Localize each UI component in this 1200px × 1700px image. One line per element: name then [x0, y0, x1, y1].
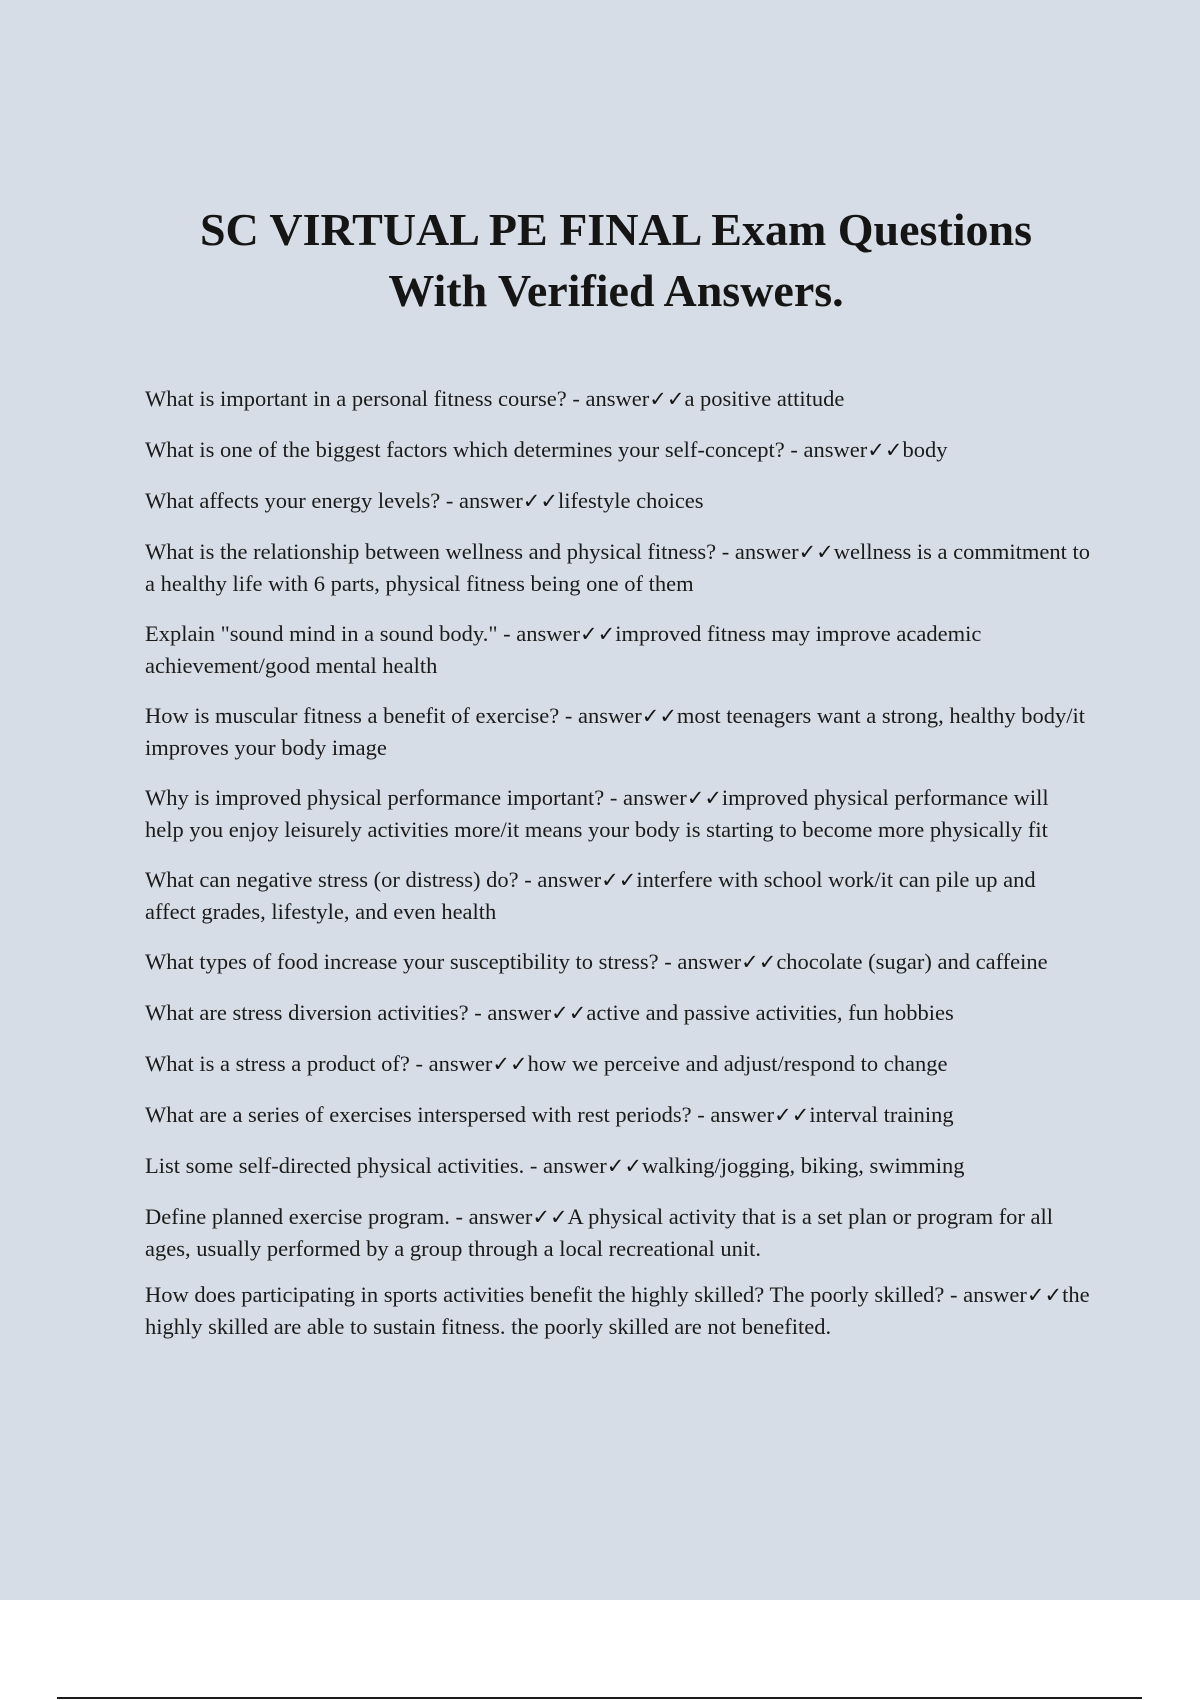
answer-marker: answer: [468, 1204, 533, 1229]
question-text: What is a stress a product of? -: [145, 1051, 429, 1076]
check-marks-icon: ✓✓: [686, 786, 722, 810]
answer-marker: answer: [622, 785, 687, 810]
question-text: What is one of the biggest factors which determines your self-concept? -: [145, 437, 804, 462]
answer-text: walking/jogging, biking, swimming: [641, 1153, 965, 1178]
title-line-2: With Verified Answers.: [388, 264, 844, 316]
question-text: Explain "sound mind in a sound body." -: [145, 621, 517, 646]
qa-item-10: [145, 997, 1090, 1029]
answer-marker: answer: [577, 703, 642, 728]
check-marks-icon: ✓✓: [1026, 1283, 1063, 1307]
check-marks-icon: ✓✓: [601, 868, 637, 892]
qa-list: [145, 383, 1090, 1361]
qa-item-4: [145, 536, 1090, 599]
question-text: How does participating in sports activities benefit the highly skilled? The poorly skilled? -: [145, 1282, 964, 1307]
question-text: What are a series of exercises interspersed with rest periods? -: [145, 1102, 711, 1127]
answer-marker: answer: [459, 488, 523, 513]
answer-marker: answer: [487, 1000, 552, 1025]
check-marks-icon: ✓✓: [551, 1001, 587, 1025]
answer-marker: answer: [585, 386, 650, 411]
answer-text: most teenagers want a strong, healthy body/it improves your body image: [145, 703, 1085, 760]
question-text: Define planned exercise program. -: [145, 1204, 469, 1229]
title-line-1: SC VIRTUAL PE FINAL Exam Questions: [199, 203, 1033, 255]
question-text: What affects your energy levels? -: [145, 488, 460, 513]
question-text: What is important in a personal fitness course? -: [145, 386, 586, 411]
qa-item-15: [145, 1279, 1090, 1342]
check-marks-icon: ✓✓: [798, 540, 834, 564]
question-text: What is the relationship between wellness and physical fitness? -: [145, 539, 735, 564]
check-marks-icon: ✓✓: [532, 1205, 568, 1229]
answer-text: improved physical performance will help you enjoy leisurely activities more/it means your body is starting to become more physically fit: [145, 785, 1049, 842]
check-marks-icon: ✓✓: [606, 1154, 642, 1178]
answer-text: how we perceive and adjust/respond to change: [527, 1051, 948, 1076]
answer-marker: answer: [428, 1051, 493, 1076]
answer-marker: answer: [677, 949, 742, 974]
question-text: List some self-directed physical activities. -: [145, 1153, 544, 1178]
answer-text: improved fitness may improve academic achievement/good mental health: [145, 621, 982, 678]
qa-item-12: [145, 1099, 1090, 1131]
answer-text: interval training: [809, 1102, 954, 1127]
qa-item-8: [145, 864, 1090, 927]
answer-marker: answer: [710, 1102, 775, 1127]
check-marks-icon: ✓✓: [580, 622, 616, 646]
answer-text: A physical activity that is a set plan or program for all ages, usually performed by a group through a local recreational unit.: [145, 1204, 1054, 1261]
check-marks-icon: ✓✓: [492, 1052, 528, 1076]
check-marks-icon: ✓✓: [641, 704, 677, 728]
question-text: What types of food increase your susceptibility to stress? -: [145, 949, 678, 974]
check-marks-icon: ✓✓: [774, 1103, 810, 1127]
answer-marker: answer: [803, 437, 868, 462]
answer-text: lifestyle choices: [557, 488, 704, 513]
check-marks-icon: ✓✓: [649, 387, 685, 411]
qa-item-2: [145, 434, 1090, 466]
qa-item-6: [145, 700, 1090, 763]
qa-item-13: [145, 1150, 1090, 1182]
qa-item-7: [145, 782, 1090, 845]
bottom-divider: [57, 1697, 1142, 1699]
answer-marker: answer: [734, 539, 799, 564]
question-text: What are stress diversion activities? -: [145, 1000, 488, 1025]
answer-text: body: [902, 437, 948, 462]
answer-text: active and passive activities, fun hobbies: [586, 1000, 954, 1025]
qa-item-5: [145, 618, 1090, 681]
answer-marker: answer: [543, 1153, 607, 1178]
qa-item-9: [145, 946, 1090, 978]
qa-item-1: [145, 383, 1090, 415]
answer-text: the highly skilled are able to sustain fitness. the poorly skilled are not benefited.: [145, 1282, 1090, 1339]
answer-marker: answer: [537, 867, 602, 892]
answer-marker: answer: [963, 1282, 1027, 1307]
check-marks-icon: ✓✓: [522, 489, 558, 513]
answer-text: wellness is a commitment to a healthy life with 6 parts, physical fitness being one of them: [145, 539, 1090, 596]
answer-text: interfere with school work/it can pile up and affect grades, lifestyle, and even health: [145, 867, 1036, 924]
question-text: Why is improved physical performance important? -: [145, 785, 623, 810]
answer-marker: answer: [516, 621, 580, 646]
qa-item-3: [145, 485, 1090, 517]
check-marks-icon: ✓✓: [867, 438, 903, 462]
check-marks-icon: ✓✓: [741, 950, 777, 974]
answer-text: a positive attitude: [684, 386, 845, 411]
answer-text: chocolate (sugar) and caffeine: [776, 949, 1048, 974]
page-title: [0, 199, 1200, 321]
question-text: How is muscular fitness a benefit of exercise? -: [145, 703, 578, 728]
question-text: What can negative stress (or distress) do? -: [145, 867, 538, 892]
qa-item-11: [145, 1048, 1090, 1080]
qa-item-14: [145, 1201, 1090, 1264]
